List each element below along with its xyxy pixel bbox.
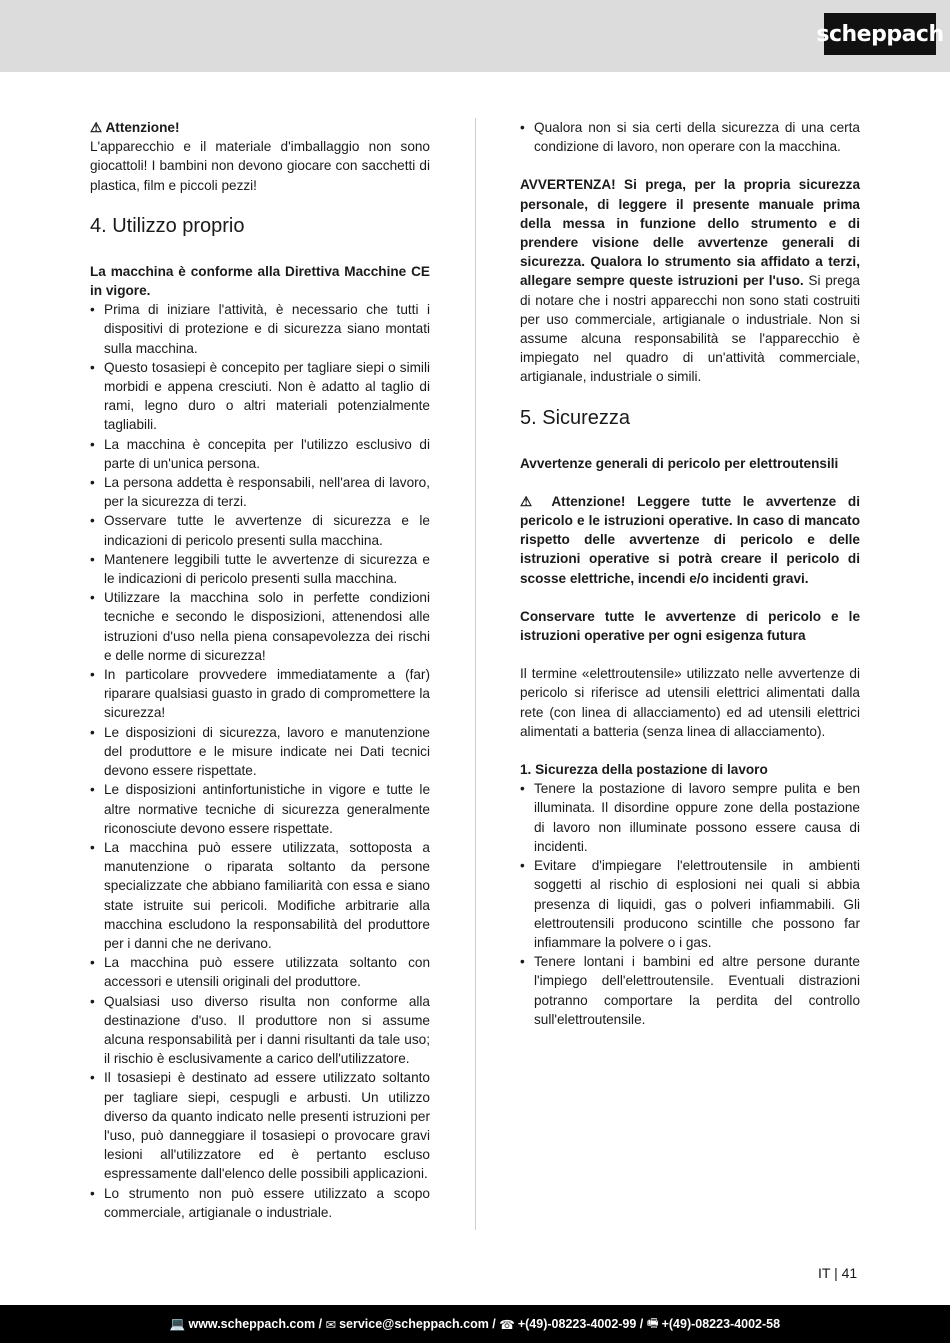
email-icon: ✉ xyxy=(325,1317,337,1332)
list-item: • Qualora non si sia certi della sicurezza di una certa condizione di lavoro, non operare con la macchina. xyxy=(520,118,860,156)
subsection-title: 1. Sicurezza della postazione di lavoro xyxy=(520,762,768,778)
section-title-4: 4. Utilizzo proprio xyxy=(90,214,245,237)
right-column xyxy=(520,118,860,1029)
warning-heading xyxy=(90,118,430,137)
footer-phone: +(49)-08223-4002-99 / xyxy=(517,1317,644,1331)
term-definition: Il termine «elettroutensile» utilizzato nelle avvertenze di pericolo si riferisce ad utensili elettrici alimentati dalla rete (con linea di allacciamento) ed ad utensili elettrici alimentati a batteria (senza linea di allacciamento). xyxy=(520,666,860,739)
page-number: IT | 41 xyxy=(818,1265,858,1281)
list-item: • In particolare provvedere immediatamente a (far) riparare qualsiasi guasto in grado di compromettere la sicurezza! xyxy=(90,665,430,723)
list-item: • Prima di iniziare l'attività, è necessario che tutti i dispositivi di protezione e di sicurezza siano montati sulla macchina. xyxy=(90,300,430,358)
general-warnings-title: Avvertenze generali di pericolo per elettroutensili xyxy=(520,455,839,471)
page-footer xyxy=(0,1305,950,1343)
list-item: • Osservare tutte le avvertenze di sicurezza e le indicazioni di pericolo presenti sulla macchina. xyxy=(90,511,430,549)
list-item: • La persona addetta è responsabili, nell'area di lavoro, per la sicurezza di terzi. xyxy=(90,473,430,511)
computer-icon: 💻 xyxy=(169,1316,186,1331)
warning-icon: ⚠ xyxy=(90,120,103,135)
page-header xyxy=(0,0,950,72)
keep-instructions: Conservare tutte le avvertenze di pericolo e le istruzioni operative per ogni esigenza futura xyxy=(520,608,860,644)
section-title-5: 5. Sicurezza xyxy=(520,406,631,429)
avvertenza-block xyxy=(520,175,860,386)
list-item: • Le disposizioni di sicurezza, lavoro e manutenzione del produttore e le misure indicate nei Dati tecnici devono essere rispettate. xyxy=(90,723,430,781)
list-item: • Questo tosasiepi è concepito per tagliare siepi o simili morbidi e appena cresciuti. Non è adatto al taglio di rami, legno duro o altri materiali potenzialmente tagliabili. xyxy=(90,358,430,435)
list-item: • Le disposizioni antinfortunistiche in vigore e tutte le altre normative tecniche di sicurezza generalmente riconosciute devono essere rispettate. xyxy=(90,780,430,838)
list-item: • Mantenere leggibili tutte le avvertenze di sicurezza e le indicazioni di pericolo presenti sulla macchina. xyxy=(90,550,430,588)
list-item: • Utilizzare la macchina solo in perfette condizioni tecniche e secondo le disposizioni, attenendosi alle istruzioni d'uso nella piena consapevolezza dei rischi e delle norme di sicurezza! xyxy=(90,588,430,665)
list-item: • La macchina può essere utilizzata soltanto con accessori e utensili originali del produttore. xyxy=(90,953,430,991)
warning-text: L'apparecchio e il materiale d'imballaggio non sono giocattoli! I bambini non devono giocare con sacchetti di plastica, film e piccoli pezzi! xyxy=(90,139,430,193)
list-item: • Evitare d'impiegare l'elettroutensile in ambienti soggetti al rischio di esplosioni nei quali si abbia presenza di liquidi, gas o polveri infiammabili. Gli elettroutensili producono scintille che possono far infiammare la polvere o i gas. xyxy=(520,856,860,952)
attention-block xyxy=(520,492,860,588)
list-item: • Qualsiasi uso diverso risulta non conforme alla destinazione d'uso. Il produttore non si assume alcuna responsabilità per i danni risultanti da tale uso; il rischio è esclusivamente a carico dell'utilizzatore. xyxy=(90,992,430,1069)
warning-icon: ⚠ xyxy=(520,493,541,509)
phone-icon: ☎ xyxy=(499,1317,515,1332)
avvertenza-text: Si prega di notare che i nostri apparecchi non sono stati costruiti per uso commerciale, artigianale o industriale. Non si assume alcuna responsabilità se l'apparecchio è impiegato nel quadro di un'attività commerciale, artigianale, industriale o simili. xyxy=(520,273,860,385)
left-column xyxy=(90,118,430,1222)
fax-icon: 🖷 xyxy=(646,1315,659,1330)
scheppach-logo: scheppach xyxy=(824,13,936,55)
warning-title: Attenzione! xyxy=(105,120,180,135)
footer-fax: +(49)-08223-4002-58 xyxy=(661,1317,781,1331)
usage-list xyxy=(90,300,430,1222)
attention-text: Attenzione! Leggere tutte le avvertenze di pericolo e le istruzioni operative. In caso di mancato rispetto delle avvertenze di pericolo e delle istruzioni operative si potrà creare il pericolo di scosse elettriche, incendi e/o incidenti gravi. xyxy=(520,493,860,586)
conformity-statement: La macchina è conforme alla Direttiva Macchine CE in vigore. xyxy=(90,263,430,299)
avvertenza-bold: AVVERTENZA! Si prega, per la propria sicurezza personale, di leggere il presente manuale prima della messa in funzione dello strumento e di prendere visione delle avvertenze generali di sicurezza. Qualora lo strumento sia affidato a terzi, allegare sempre queste istruzioni per l'uso. xyxy=(520,177,860,289)
footer-web[interactable]: www.scheppach.com / xyxy=(188,1317,323,1331)
list-item: • Tenere lontani i bambini ed altre persone durante l'impiego dell'elettroutensile. Eventuali distrazioni potranno comportare la perdita del controllo sull'elettroutensile. xyxy=(520,952,860,1029)
top-list xyxy=(520,118,860,156)
list-item: • La macchina può essere utilizzata, sottoposta a manutenzione o riparata soltanto da persone specializzate che abbiano familiarità con essa e siano state istruite sui pericoli. Modifiche arbitrarie alla macchina escludono la responsabilità del produttore per i danni che ne derivano. xyxy=(90,838,430,953)
footer-email[interactable]: service@scheppach.com / xyxy=(339,1317,496,1331)
list-item: • Lo strumento non può essere utilizzato a scopo commerciale, artigianale o industriale. xyxy=(90,1184,430,1222)
list-item: • La macchina è concepita per l'utilizzo esclusivo di parte di un'unica persona. xyxy=(90,435,430,473)
list-item: • Il tosasiepi è destinato ad essere utilizzato soltanto per tagliare siepi, cespugli e arbusti. Un utilizzo diverso da quanto indicato nelle presenti istruzioni per l'uso, può danneggiare il tosasiepi o provocare gravi lesioni all'utilizzatore ed è pertanto escluso espressamente dall'elenco delle possibili applicazioni. xyxy=(90,1068,430,1183)
list-item: • Tenere la postazione di lavoro sempre pulita e ben illuminata. Il disordine oppure zone della postazione di lavoro non illuminate possono essere causa di incidenti. xyxy=(520,779,860,856)
column-divider xyxy=(475,118,476,1230)
workplace-list xyxy=(520,779,860,1029)
